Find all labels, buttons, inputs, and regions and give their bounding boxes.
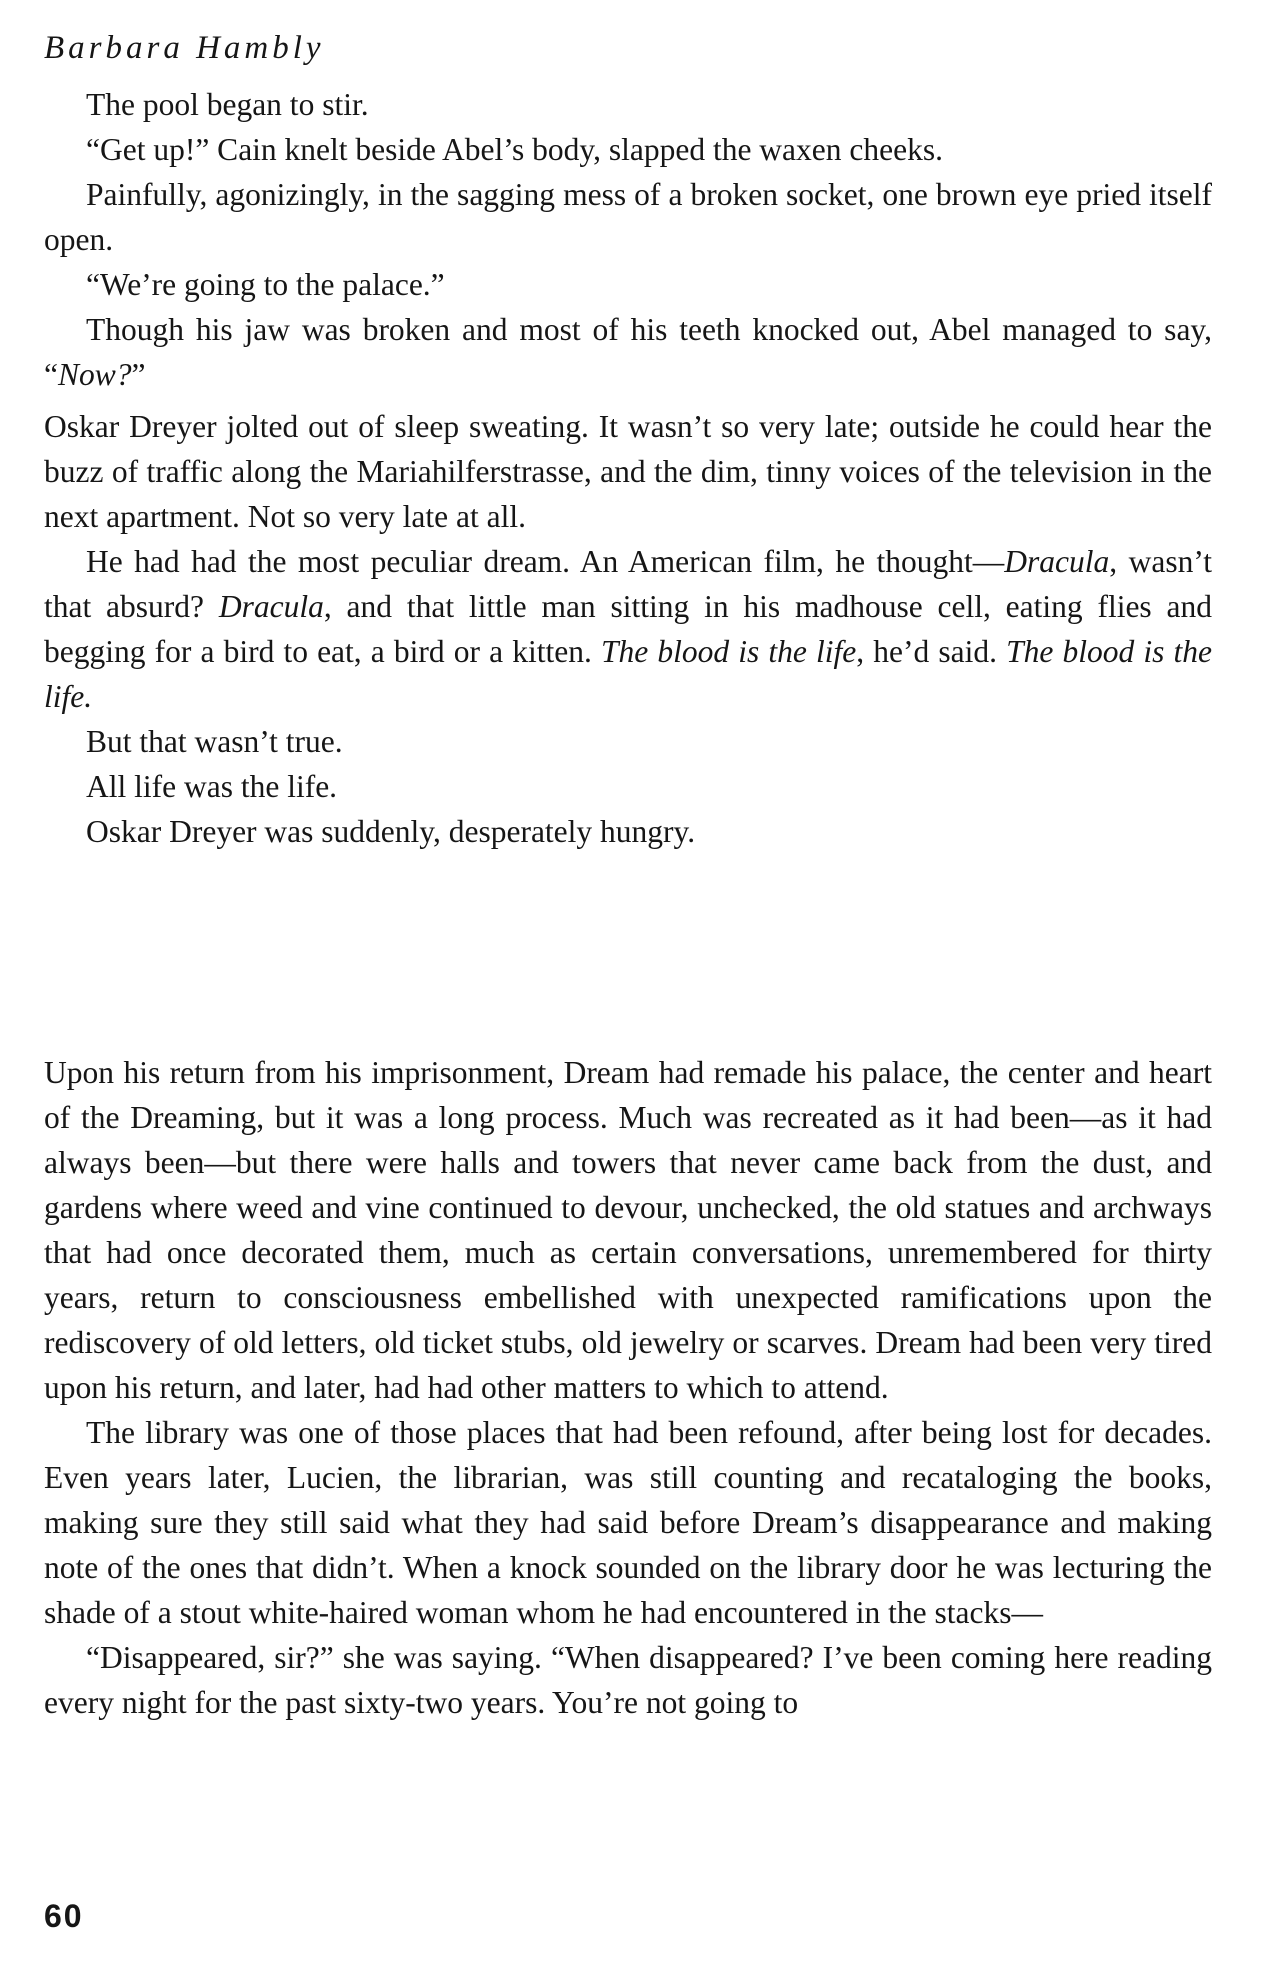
italic-text: Dracula xyxy=(1004,544,1110,579)
italic-text: The blood is the life xyxy=(601,634,857,669)
paragraph: Painfully, agonizingly, in the sagging mess of a broken socket, one brown eye pried itself open. xyxy=(44,177,1212,257)
section-3 xyxy=(44,1050,1212,1725)
text-run: Though his jaw was broken and most of his teeth knocked out, Abel managed to say, “ xyxy=(44,312,1212,392)
italic-text: The blood is the life. xyxy=(44,634,1212,714)
running-header-author: Barbara Hambly xyxy=(44,30,325,66)
section-1 xyxy=(44,82,1212,397)
paragraph xyxy=(44,307,1212,397)
paragraph xyxy=(44,539,1212,719)
italic-text: Dracula xyxy=(218,589,324,624)
text-run: , and that little man sitting in his madhouse cell, eating flies and begging for a bird to eat, a bird or a kitten. xyxy=(44,589,1212,669)
paragraph: The library was one of those places that had been refound, after being lost for decades. Even years later, Lucien, the librarian, was still counting and recataloging the books, making sure they still said what they had said before Dream’s disappearance and making note of the ones that didn’t. When a knock sounded on the library door he was lecturing the shade of a stout white-haired woman whom he had encountered in the stacks— xyxy=(44,1415,1212,1630)
paragraph: Upon his return from his imprisonment, Dream had remade his palace, the center and heart of the Dreaming, but it was a long process. Much was recreated as it had been—as it had always been—but there were halls and towers that never came back from the dust, and gardens where weed and vine continued to devour, unchecked, the old statues and archways that had once decorated them, much as certain conversations, unremembered for thirty years, return to consciousness embellished with unexpected ramifications upon the rediscovery of old letters, old ticket stubs, old jewelry or scarves. Dream had been very tired upon his return, and later, had had other matters to which to attend. xyxy=(44,1055,1212,1405)
paragraph: All life was the life. xyxy=(86,769,338,804)
paragraph: The pool began to stir. xyxy=(86,87,369,122)
paragraph: “Disappeared, sir?” she was saying. “When disappeared? I’ve been coming here reading every night for the past sixty-two years. You’re not going to xyxy=(44,1640,1212,1720)
paragraph: “We’re going to the palace.” xyxy=(86,267,445,302)
paragraph: But that wasn’t true. xyxy=(86,724,343,759)
paragraph: “Get up!” Cain knelt beside Abel’s body, slapped the waxen cheeks. xyxy=(86,132,943,167)
section-2 xyxy=(44,404,1212,854)
text-run: He had had the most peculiar dream. An American film, he thought— xyxy=(86,544,1005,579)
text-run: ” xyxy=(131,357,146,392)
page-number: 60 xyxy=(44,1898,84,1934)
italic-text: Now? xyxy=(57,357,132,392)
paragraph: Oskar Dreyer was suddenly, desperately hungry. xyxy=(86,814,696,849)
paragraph: Oskar Dreyer jolted out of sleep sweating. It wasn’t so very late; outside he could hear the buzz of traffic along the Mariahilferstrasse, and the dim, tinny voices of the television in the next apartment. Not so very late at all. xyxy=(44,409,1212,534)
text-run: , he’d said. xyxy=(856,634,1007,669)
text-run: , wasn’t that absurd? xyxy=(44,544,1212,624)
